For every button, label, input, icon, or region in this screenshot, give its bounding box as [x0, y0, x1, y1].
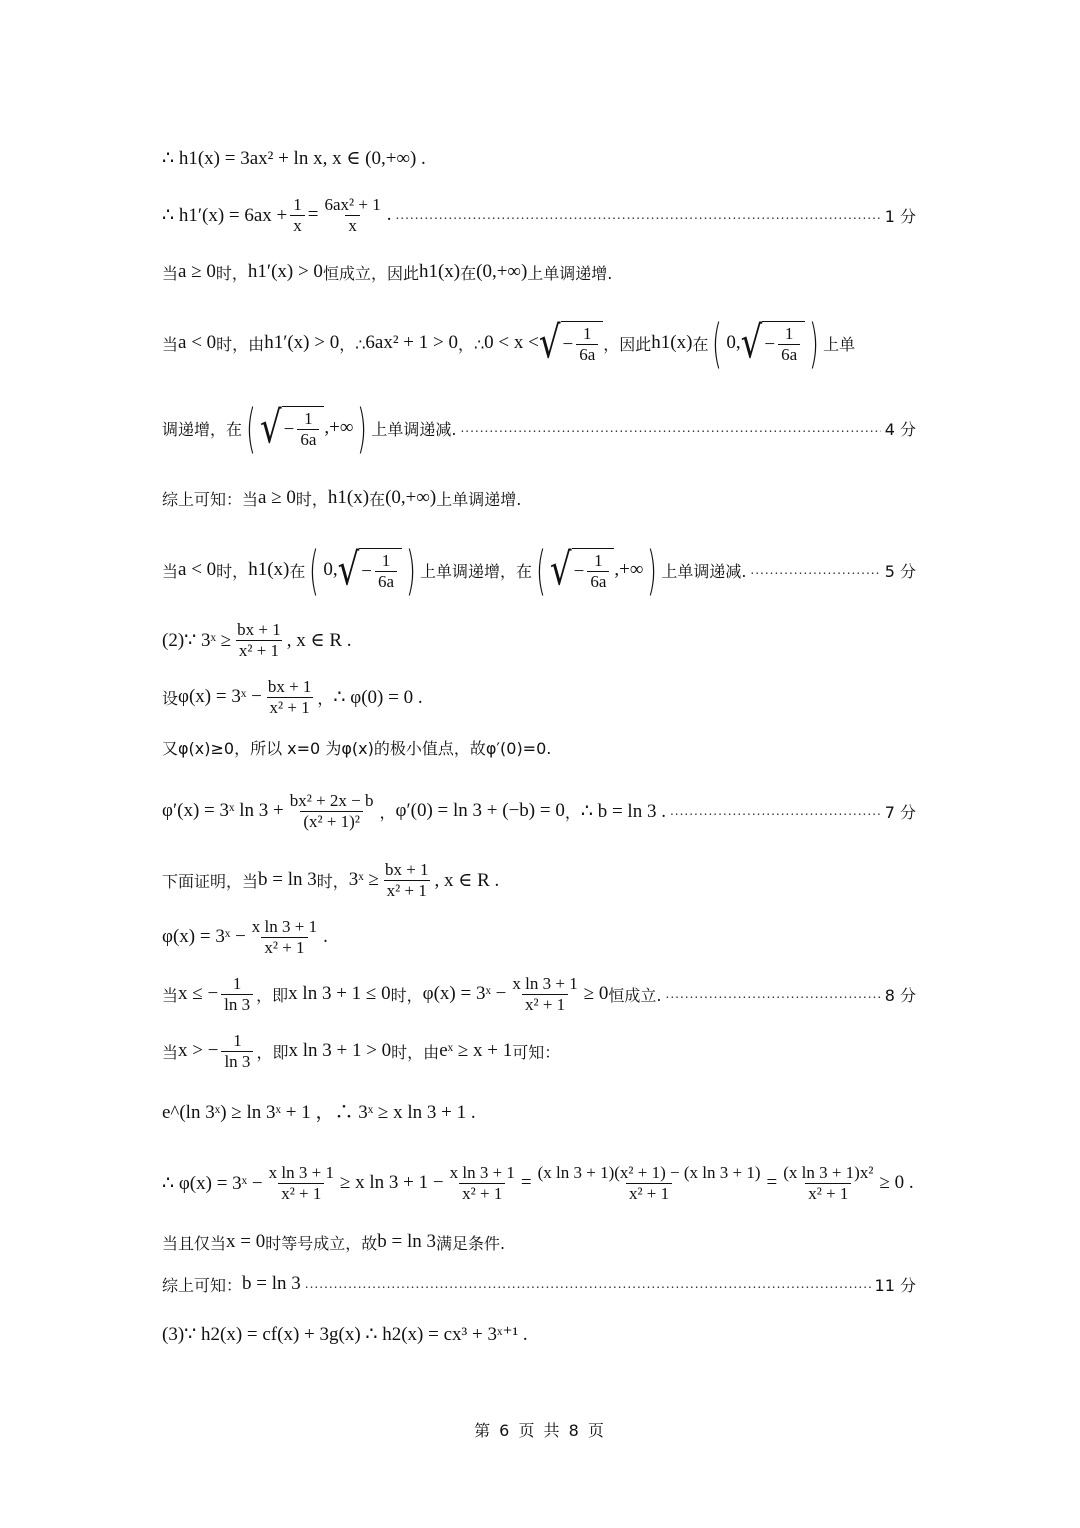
- text: ，因此: [603, 334, 652, 354]
- text: ，即: [256, 1042, 289, 1062]
- text: ，: [317, 688, 334, 708]
- fraction-xln3: $\frac{\text{x ln 3 + 1}}{\text{x² + 1}}$: [449, 1162, 515, 1203]
- math: h1′(x) > 0: [264, 332, 340, 353]
- line-7: [162, 538, 916, 602]
- math: a ≥ 0: [258, 487, 296, 508]
- text: 当: [162, 334, 179, 354]
- leader-dots: [305, 1277, 871, 1291]
- math: x ≤ −: [178, 983, 219, 1004]
- text: 在: [692, 334, 709, 354]
- text: 在: [289, 561, 306, 581]
- line-17: [162, 1160, 916, 1206]
- text: 设: [162, 688, 179, 708]
- text: 上单调递减.: [371, 419, 457, 439]
- math: =: [520, 1172, 532, 1193]
- h1-derivative-lead: ∴ h1′(x) = 6ax +: [162, 204, 288, 226]
- math: h1′(x) > 0: [247, 261, 323, 282]
- math: h1(x): [418, 261, 461, 282]
- fraction-xln3: $\frac{\text{x ln 3 + 1}}{\text{x² + 1}}$: [268, 1162, 334, 1203]
- text: 时，由: [391, 1042, 440, 1062]
- math: φ′(x) = 3ˣ ln 3 +: [162, 800, 284, 821]
- line-20: [162, 1314, 916, 1354]
- line-3: [162, 252, 916, 292]
- math: x ln 3 + 1 > 0: [288, 1040, 392, 1061]
- text: 综上可知：: [162, 1275, 243, 1295]
- math: b = ln 3: [258, 869, 317, 890]
- math: , x ∈ R .: [286, 629, 352, 651]
- text: 满足条件.: [436, 1233, 506, 1253]
- fraction-big-1: $\frac{\text{(x ln 3 + 1)(x² + 1) − (x ln 3 + 1)}}{\text{x² + 1}}$: [537, 1162, 761, 1203]
- math: a ≥ 0: [178, 261, 216, 282]
- math: φ(x) = 3ˣ −: [162, 926, 246, 947]
- leader-dots: [395, 208, 880, 222]
- math: ≥ x ln 3 + 1 −: [339, 1172, 444, 1193]
- line-11: [162, 788, 916, 834]
- text: 当: [162, 985, 179, 1005]
- line-13: [162, 917, 916, 957]
- text: 恒成立，因此: [322, 263, 419, 283]
- line-10: [162, 727, 916, 767]
- text: 上单调递增.: [527, 263, 613, 283]
- equals-sign: =: [307, 204, 319, 225]
- fraction-bx1: $\frac{bx + 1}{\text{x² + 1}}$: [384, 859, 429, 900]
- interval-0-to-root: ( 0, √ − $\frac{1}{6a}$ ): [309, 538, 416, 602]
- math: 3ˣ ≥: [348, 869, 379, 890]
- math: φ′(0) = ln 3 + (−b) = 0: [395, 800, 565, 821]
- text: 上单调递减.: [661, 561, 747, 581]
- text: 时，由: [216, 334, 265, 354]
- text: 上单调递增.: [436, 489, 522, 509]
- score-8: 8 分: [884, 985, 916, 1005]
- math: x > −: [178, 1040, 219, 1061]
- math: ∴ φ(0) = 0 .: [333, 686, 423, 708]
- math: 6ax² + 1 > 0: [365, 332, 458, 353]
- fraction-bx2: $\frac{\text{bx² + 2x − b}}{\text{(x² + 1)²}}$: [289, 790, 374, 831]
- math: , x ∈ R .: [434, 869, 500, 891]
- text: 时，: [215, 263, 248, 283]
- period: .: [386, 204, 392, 225]
- line-18: [162, 1222, 916, 1262]
- math: ∴ b = ln 3 .: [580, 800, 666, 822]
- line-2: [162, 195, 916, 235]
- fraction-1-over-ln3: $\frac{1}{\ln 3}$: [221, 1031, 253, 1071]
- math: ≥ 0 .: [879, 1172, 914, 1193]
- math: a < 0: [178, 559, 217, 580]
- math: a < 0: [178, 332, 217, 353]
- sqrt-neg-1-over-6a: √ − $\frac{1}{6a}$: [539, 321, 603, 364]
- text: 时，: [316, 871, 349, 891]
- leader-dots: [750, 563, 880, 577]
- text: ，即: [256, 985, 289, 1005]
- score-4: 4 分: [884, 419, 916, 439]
- text: 时，: [216, 561, 249, 581]
- interval-root-to-inf: ( √ − $\frac{1}{6a}$ ,+∞ ): [536, 538, 658, 602]
- math: 0 < x <: [484, 332, 539, 353]
- math: ≥ 0: [583, 983, 609, 1004]
- text: 时，: [295, 489, 328, 509]
- leader-dots: [666, 987, 881, 1001]
- fraction-bx1: $\frac{bx + 1}{\text{x² + 1}}$: [237, 619, 281, 660]
- math: eˣ ≥ x + 1: [439, 1040, 513, 1061]
- text: 上单调递增，在: [419, 561, 532, 581]
- math: (3)∵ h2(x) = cf(x) + 3g(x) ∴ h2(x) = cx³ + 3ˣ⁺¹ .: [162, 1323, 528, 1345]
- line-12: [162, 860, 916, 900]
- text: 调递增，在: [162, 419, 243, 439]
- text: 综上可知：当: [162, 489, 259, 509]
- math: =: [766, 1172, 778, 1193]
- text: ，∴: [339, 334, 366, 354]
- math: (0,+∞): [476, 261, 528, 282]
- leader-dots: [460, 421, 880, 435]
- interval-root-to-inf: ( √ − $\frac{1}{6a}$ ,+∞ ): [246, 396, 368, 460]
- line-14: [162, 974, 916, 1014]
- line-4: [162, 311, 916, 375]
- math: b = ln 3: [377, 1231, 436, 1252]
- text: ，: [564, 802, 581, 822]
- text: 当: [162, 561, 179, 581]
- score-5: 5 分: [884, 561, 916, 581]
- text: 在: [369, 489, 386, 509]
- text: 当: [162, 263, 179, 283]
- line-6: [162, 478, 916, 518]
- leader-dots: [670, 804, 881, 818]
- fraction-big-2: $\frac{\text{(x ln 3 + 1)x²}}{\text{x² + 1}}$: [783, 1162, 874, 1203]
- text: 上单: [823, 334, 856, 354]
- line-19: [162, 1264, 916, 1304]
- text: 恒成立.: [608, 985, 662, 1005]
- text: 时，: [390, 985, 423, 1005]
- text: ，∴: [457, 334, 485, 354]
- text: 下面证明，当: [162, 871, 259, 891]
- fraction-1-over-x: $\frac{1}{x}$: [290, 195, 305, 235]
- score-1: 1 分: [884, 206, 916, 226]
- math: b = ln 3: [242, 1273, 301, 1294]
- line-5: [162, 396, 916, 460]
- math: h1(x): [327, 487, 370, 508]
- fraction-1-over-ln3: $\frac{1}{\ln 3}$: [221, 974, 253, 1014]
- text: 当且仅当: [162, 1233, 227, 1253]
- math: h1(x): [651, 332, 693, 353]
- fraction-bx1: $\frac{bx + 1}{\text{x² + 1}}$: [267, 676, 312, 717]
- text: ，: [379, 802, 396, 822]
- page-footer: 第 6 页 共 8 页: [474, 1421, 606, 1440]
- interval-0-to-root: ( 0, √ − $\frac{1}{6a}$ ): [712, 311, 820, 375]
- math: φ(x) = 3ˣ −: [178, 686, 262, 707]
- line-9: [162, 677, 916, 717]
- math: e^(ln 3ˣ) ≥ ln 3ˣ + 1 ，∴ 3ˣ ≥ x ln 3 + 1 .: [162, 1101, 476, 1123]
- math: x ln 3 + 1 ≤ 0: [288, 983, 391, 1004]
- text: 又φ(x)≥0，所以 x=0 为φ(x)的极小值点，故φ′(0)=0.: [162, 738, 552, 758]
- line-16: [162, 1090, 916, 1130]
- math: (2)∵ 3ˣ ≥: [162, 629, 232, 651]
- text: 可知：: [512, 1042, 561, 1062]
- fraction-6ax2-plus-1: $\frac{\text{6ax² + 1}}{x}$: [324, 194, 381, 235]
- score-7: 7 分: [884, 802, 916, 822]
- math: x = 0: [226, 1231, 266, 1252]
- line-8: [162, 620, 916, 660]
- fraction-xln3: $\frac{\text{x ln 3 + 1}}{\text{x² + 1}}$: [512, 973, 578, 1014]
- score-11: 11 分: [874, 1275, 916, 1295]
- math: φ(x) = 3ˣ −: [422, 983, 507, 1004]
- math: h1(x): [248, 559, 290, 580]
- math: (0,+∞): [385, 487, 437, 508]
- math: ∴ φ(x) = 3ˣ −: [162, 1172, 263, 1194]
- h1-definition: ∴ h1(x) = 3ax² + ln x, x ∈ (0,+∞) .: [162, 147, 426, 169]
- line-1: [162, 138, 916, 178]
- text: 当: [162, 1042, 179, 1062]
- fraction-xln3: $\frac{\text{x ln 3 + 1}}{\text{x² + 1}}$: [251, 916, 318, 957]
- text: 在: [460, 263, 477, 283]
- text: 时等号成立，故: [265, 1233, 378, 1253]
- line-15: [162, 1031, 916, 1071]
- math: .: [323, 926, 328, 947]
